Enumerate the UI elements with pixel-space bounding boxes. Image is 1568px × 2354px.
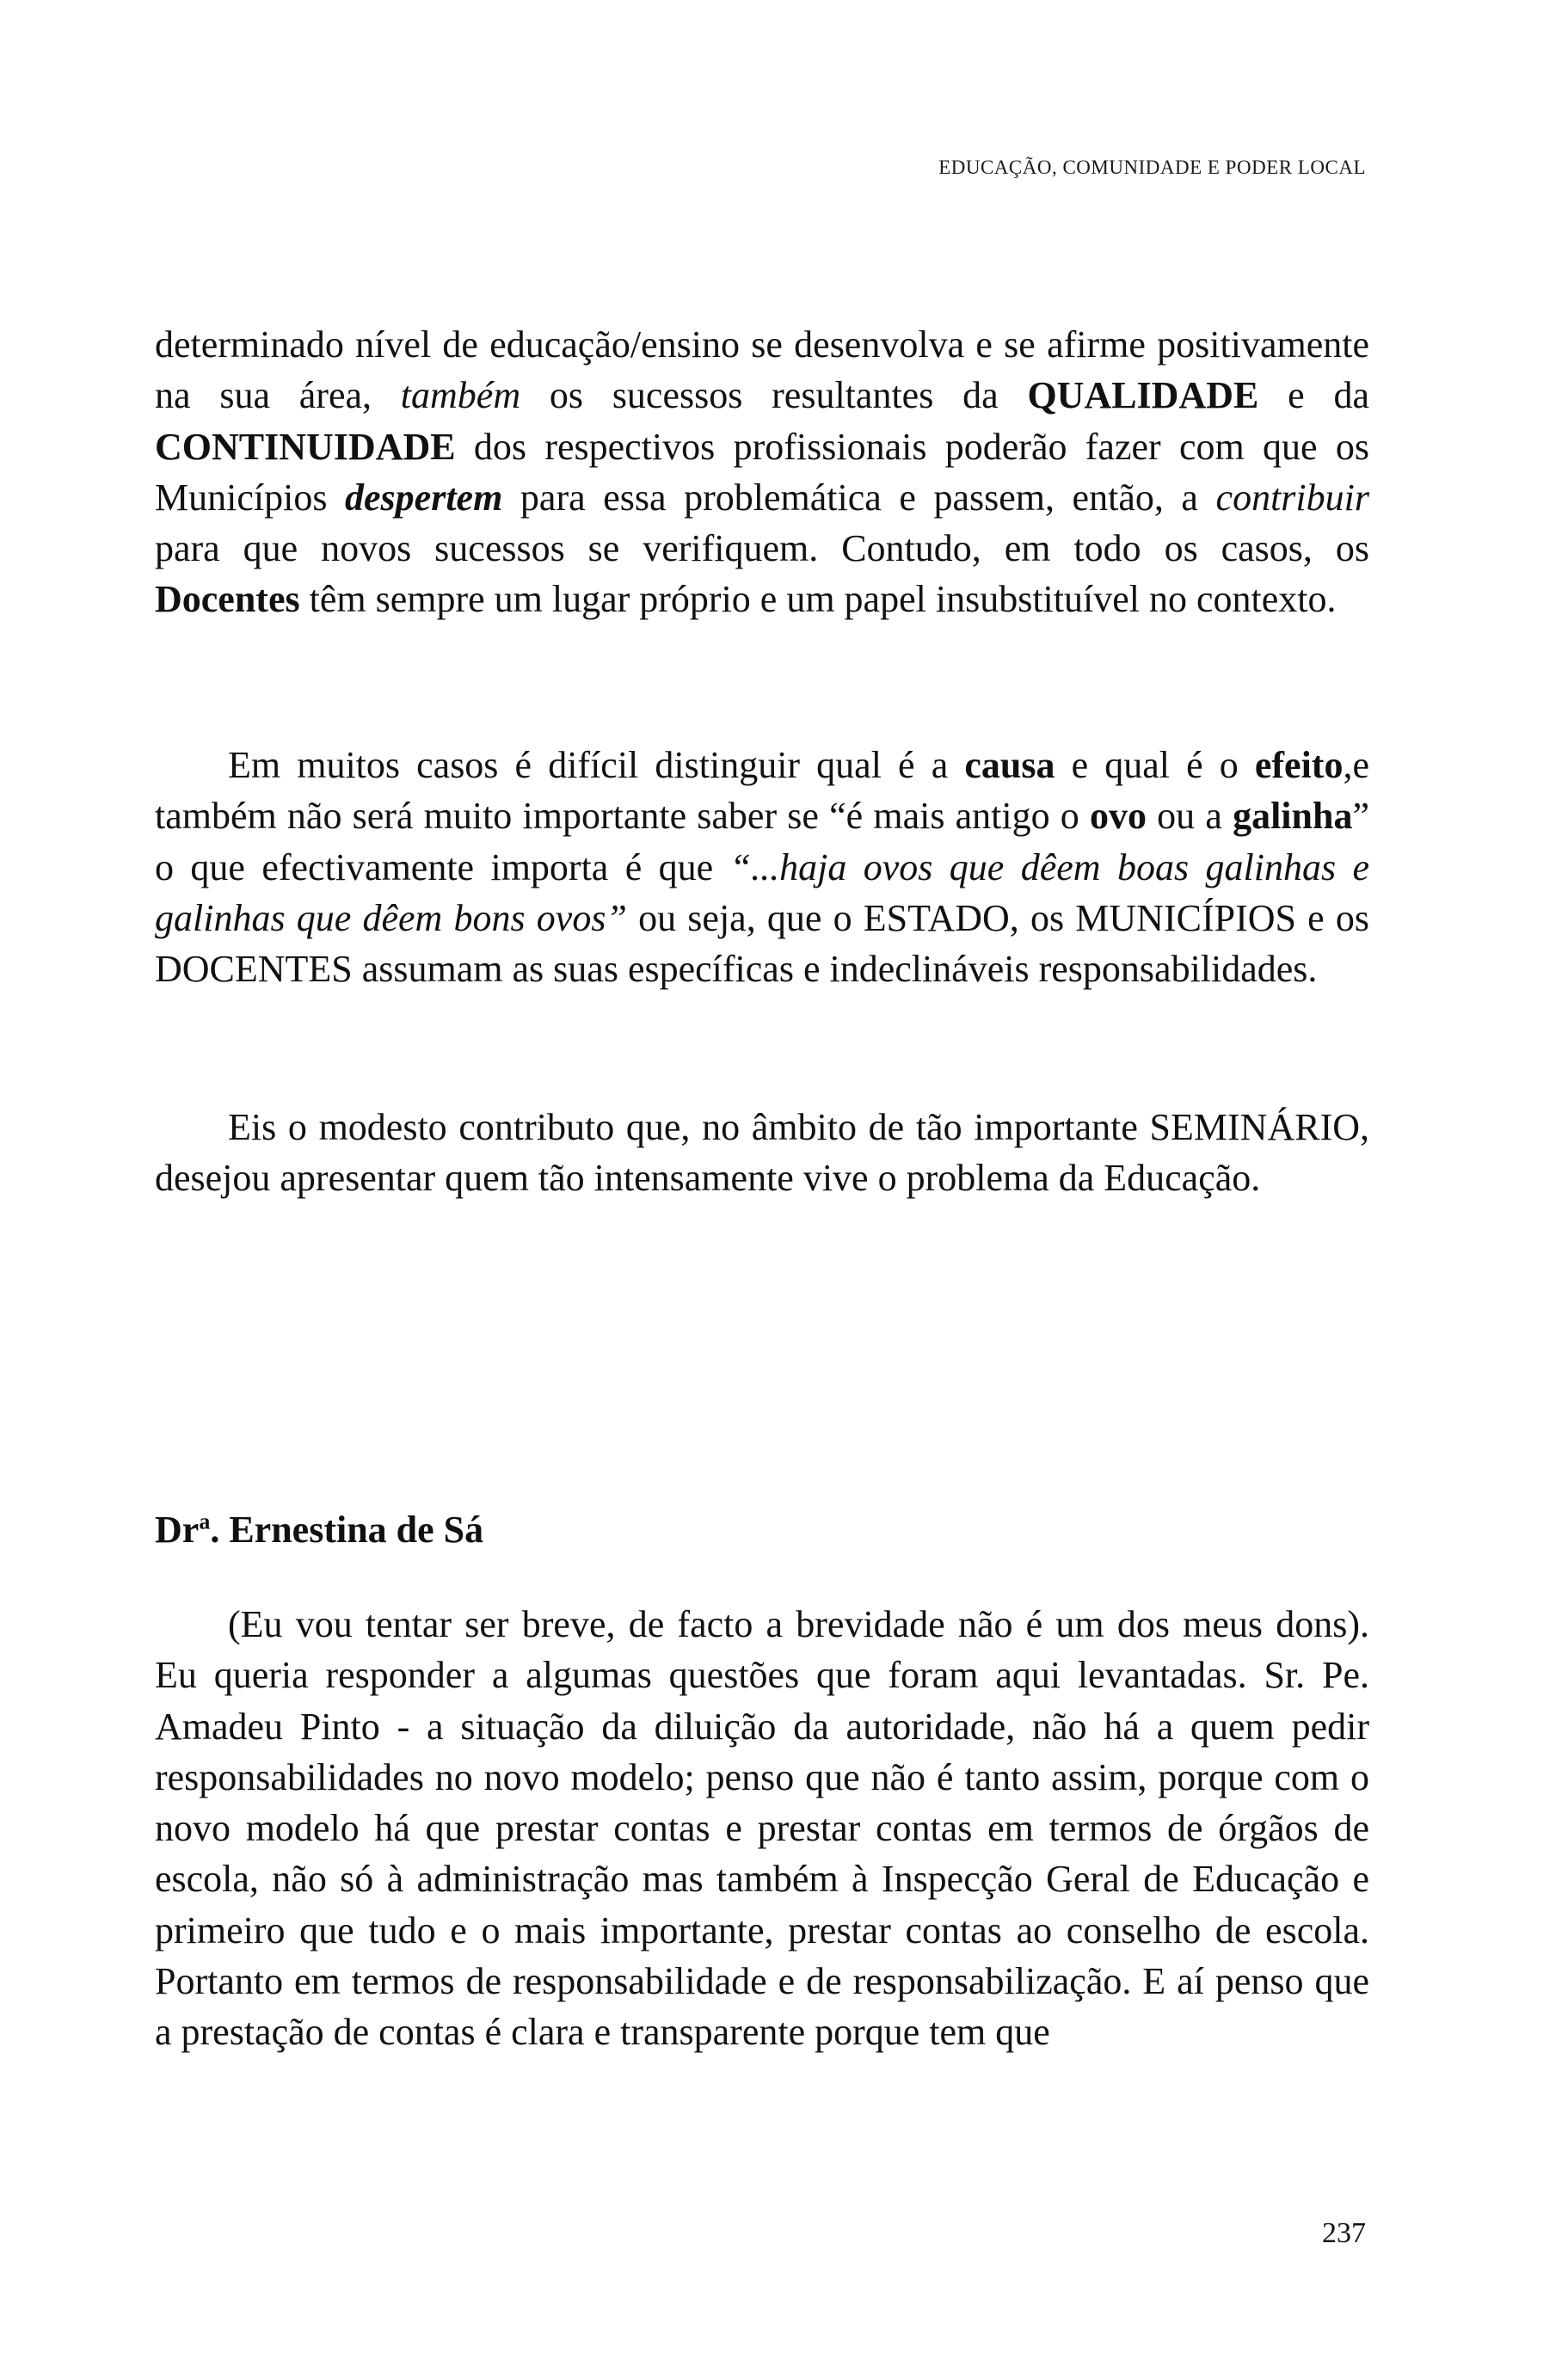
text-run: ” o que efectivamente importa é que	[155, 795, 1369, 888]
emphasis-italic: contribuir	[1215, 476, 1369, 519]
quotation-italic: “...haja ovos que dêem boas galinhas e galinhas que dêem bons ovos”	[155, 845, 1370, 939]
text-run: para essa problemática e passem, então, a	[502, 476, 1216, 519]
emphasis-bold: causa	[964, 744, 1055, 786]
page-number: 237	[1322, 2217, 1366, 2249]
emphasis-italic: também	[400, 374, 521, 417]
emphasis-bold: Docentes	[155, 578, 300, 621]
text-run: ou a	[1147, 795, 1233, 838]
text-run: determinado nível de educação/ensino se desenvolva e se afirme positivamente na sua área,	[155, 323, 1369, 417]
emphasis-bold: galinha	[1233, 795, 1353, 838]
text-run: têm sempre um lugar próprio e um papel insubstituível no contexto.	[299, 578, 1337, 621]
emphasis-bold: efeito	[1254, 744, 1344, 786]
speaker-heading	[155, 1508, 483, 1552]
text-run: e da	[1258, 374, 1369, 417]
running-header: EDUCAÇÃO, COMUNIDADE E PODER LOCAL	[938, 157, 1366, 178]
paragraph-cause-effect	[155, 740, 1369, 994]
text-run: dos respectivos profissionais poderão fazer com que os Municípios	[155, 425, 1369, 519]
speaker-title: Dr	[155, 1509, 200, 1551]
text-run: Em muitos casos é difícil distinguir qual é a	[228, 744, 965, 786]
paragraph-text: Eis o modesto contributo que, no âmbito de tão importante SEMINÁRIO, desejou apresentar quem tão intensamente vive o problema da Educação.	[155, 1106, 1369, 1200]
text-run: para que novos sucessos se verifiquem. Contudo, em todo os casos, os	[155, 527, 1369, 570]
emphasis-bold: QUALIDADE	[1027, 374, 1259, 417]
text-run: os sucessos resultantes da	[520, 374, 1028, 417]
emphasis-bold: ovo	[1090, 795, 1147, 838]
speaker-name: . Ernestina de Sá	[210, 1509, 484, 1551]
emphasis-bold: CONTINUIDADE	[155, 425, 456, 468]
speaker-title-superscript: a	[199, 1509, 211, 1534]
paragraph-contribution	[155, 1102, 1369, 1204]
paragraph-text: (Eu vou tentar ser breve, de facto a brevidade não é um dos meus dons). Eu queria responder a algumas questões que foram aqui levantadas. Sr. Pe. Amadeu Pinto - a situação da diluição da autoridade, não há a quem pedir responsabilidades no novo modelo; penso que não é tanto assim, porque com o novo modelo há que prestar contas e prestar contas em termos de órgãos de escola, não só à administração mas também à Inspecção Geral de Educação e primeiro que tudo e o mais importante, prestar contas ao conselho de escola. Portanto em termos de responsabilidade e de responsabilização. E aí penso que a prestação de contas é clara e transparente porque tem que	[155, 1603, 1369, 2054]
paragraph-continuation	[155, 319, 1369, 625]
text-run: ou seja, que o ESTADO, os MUNICÍPIOS e os DOCENTES assumam as suas específicas e indeclináveis responsabilidades.	[155, 896, 1369, 991]
emphasis-bold-italic: despertem	[345, 476, 503, 519]
text-run: ,e também não será muito importante saber se “é mais antigo o	[155, 744, 1369, 838]
paragraph-speech	[155, 1599, 1369, 2058]
text-run: e qual é o	[1055, 744, 1255, 786]
